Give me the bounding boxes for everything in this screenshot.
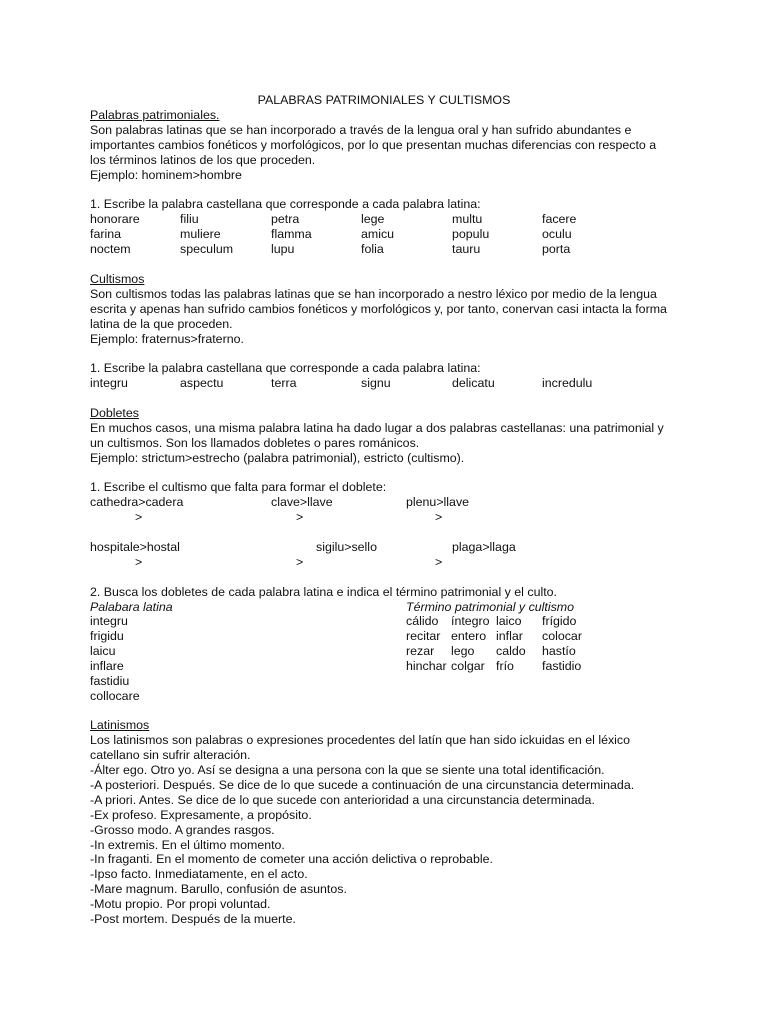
paragraph-line: los términos latinos de los que proceden. (90, 153, 316, 167)
example-line: Ejemplo: strictum>estrecho (palabra patrimonial), estricto (cultismo). (90, 451, 465, 465)
doublet-pair: plenu>llave (406, 495, 470, 509)
latin-word: fastidiu (90, 674, 130, 688)
doublet-pair: hospitale>hostal (90, 540, 180, 554)
paragraph-line: Los latinismos son palabras o expresiones procedentes del latín que han sido ickuidas en el léxico (90, 733, 631, 747)
latin-word: muliere (180, 227, 221, 241)
column-header-terms: Término patrimonial y cultismo (406, 600, 575, 614)
term: frígido (542, 614, 577, 628)
doublet-pair: clave>llave (271, 495, 333, 509)
doublet-pair: sigilu>sello (316, 540, 377, 554)
latin-word: farina (90, 227, 121, 241)
term: cálido (406, 614, 439, 628)
blank-arrow: > (435, 555, 443, 569)
latin-word: lege (361, 212, 385, 226)
section-heading-latinismos: Latinismos (90, 718, 150, 732)
blank-arrow: > (435, 510, 443, 524)
latinism-item: -A posteriori. Después. Se dice de lo que sucede a continuación de una circunstancia determinada. (90, 778, 635, 792)
latin-word: frigidu (90, 629, 124, 643)
latin-word: flamma (271, 227, 312, 241)
latinism-item: -Ipso facto. Inmediatamente, en el acto. (90, 867, 308, 881)
term: íntegro (451, 614, 490, 628)
term: inflar (496, 629, 523, 643)
paragraph-line: catellano sin sufrir alteración. (90, 748, 251, 762)
latinism-item: -Motu propio. Por propi voluntad. (90, 897, 271, 911)
latin-word: oculu (542, 227, 572, 241)
section-heading-patrimoniales: Palabras patrimoniales. (90, 108, 220, 122)
example-line: Ejemplo: hominem>hombre (90, 168, 242, 182)
latinism-item: -Ex profeso. Expresamente, a propósito. (90, 808, 312, 822)
term: entero (451, 629, 487, 643)
latinism-item: -In fraganti. En el momento de cometer una acción delictiva o reprobable. (90, 852, 493, 866)
latin-word: integru (90, 614, 128, 628)
exercise-instruction: 1. Escribe el cultismo que falta para formar el doblete: (90, 480, 387, 494)
term: rezar (406, 644, 435, 658)
latin-word: amicu (361, 227, 395, 241)
latin-word: filiu (180, 212, 199, 226)
latin-word: facere (542, 212, 577, 226)
blank-arrow: > (135, 510, 143, 524)
section-heading-cultismos: Cultismos (90, 272, 145, 286)
latin-word: tauru (452, 242, 481, 256)
blank-arrow: > (296, 555, 304, 569)
section-heading-dobletes: Dobletes (90, 406, 139, 420)
latin-word: signu (361, 376, 391, 390)
paragraph-line: un cultismos. Son los llamados dobletes o pares románicos. (90, 436, 420, 450)
latin-word: aspectu (180, 376, 224, 390)
latin-word: integru (90, 376, 128, 390)
latinism-item: -A priori. Antes. Se dice de lo que sucede con anterioridad a una circunstancia determinada. (90, 793, 595, 807)
paragraph-line: escrita y apenas han sufrido cambios fonéticos y morfológicos y, por tanto, conervan casi intacta la forma (90, 302, 667, 316)
blank-arrow: > (296, 510, 304, 524)
blank-arrow: > (135, 555, 143, 569)
term: caldo (496, 644, 526, 658)
latin-word: collocare (90, 689, 140, 703)
latinism-item: -Álter ego. Otro yo. Así se designa a una persona con la que se siente una total identificación. (90, 763, 605, 777)
paragraph-line: importantes cambios fonéticos y morfológicos, por lo que presentan muchas diferencias con respecto a (90, 138, 657, 152)
paragraph-line: Son cultismos todas las palabras latinas que se han incorporado a nestro léxico por medio de la lengua (90, 287, 657, 301)
paragraph-line: latina de la que proceden. (90, 317, 233, 331)
latin-word: folia (361, 242, 384, 256)
term: hinchar (406, 659, 447, 673)
latin-word: multu (452, 212, 483, 226)
doublet-pair: plaga>llaga (452, 540, 516, 554)
latinism-item: -Post mortem. Después de la muerte. (90, 912, 296, 926)
latin-word: populu (452, 227, 490, 241)
latin-word: honorare (90, 212, 140, 226)
example-line: Ejemplo: fraternus>fraterno. (90, 332, 244, 346)
column-header-latin: Palabara latina (90, 600, 173, 614)
paragraph-line: Son palabras latinas que se han incorporado a través de la lengua oral y han sufrido abundantes e (90, 123, 632, 137)
term: recitar (406, 629, 441, 643)
latin-word: incredulu (542, 376, 593, 390)
term: hastío (542, 644, 576, 658)
term: frío (496, 659, 514, 673)
term: fastidio (542, 659, 582, 673)
latin-word: noctem (90, 242, 131, 256)
latin-word: laicu (90, 644, 116, 658)
doublet-pair: cathedra>cadera (90, 495, 184, 509)
latin-word: petra (271, 212, 300, 226)
latin-word: terra (271, 376, 297, 390)
latin-word: inflare (90, 659, 124, 673)
exercise-instruction: 1. Escribe la palabra castellana que corresponde a cada palabra latina: (90, 197, 481, 211)
exercise-instruction: 1. Escribe la palabra castellana que corresponde a cada palabra latina: (90, 361, 481, 375)
document-title: PALABRAS PATRIMONIALES Y CULTISMOS (257, 93, 511, 107)
term: colocar (542, 629, 582, 643)
latin-word: delicatu (452, 376, 495, 390)
latin-word: speculum (180, 242, 234, 256)
latin-word: lupu (271, 242, 295, 256)
term: lego (451, 644, 475, 658)
latinism-item: -In extremis. En el último momento. (90, 838, 285, 852)
exercise-instruction: 2. Busca los dobletes de cada palabra latina e indica el término patrimonial y el culto. (90, 585, 557, 599)
latin-word: porta (542, 242, 571, 256)
paragraph-line: En muchos casos, una misma palabra latina ha dado lugar a dos palabras castellanas: una patrimonial y (90, 421, 664, 435)
latinism-item: -Grosso modo. A grandes rasgos. (90, 823, 275, 837)
term: laico (496, 614, 522, 628)
term: colgar (451, 659, 485, 673)
latinism-item: -Mare magnum. Barullo, confusión de asuntos. (90, 882, 347, 896)
